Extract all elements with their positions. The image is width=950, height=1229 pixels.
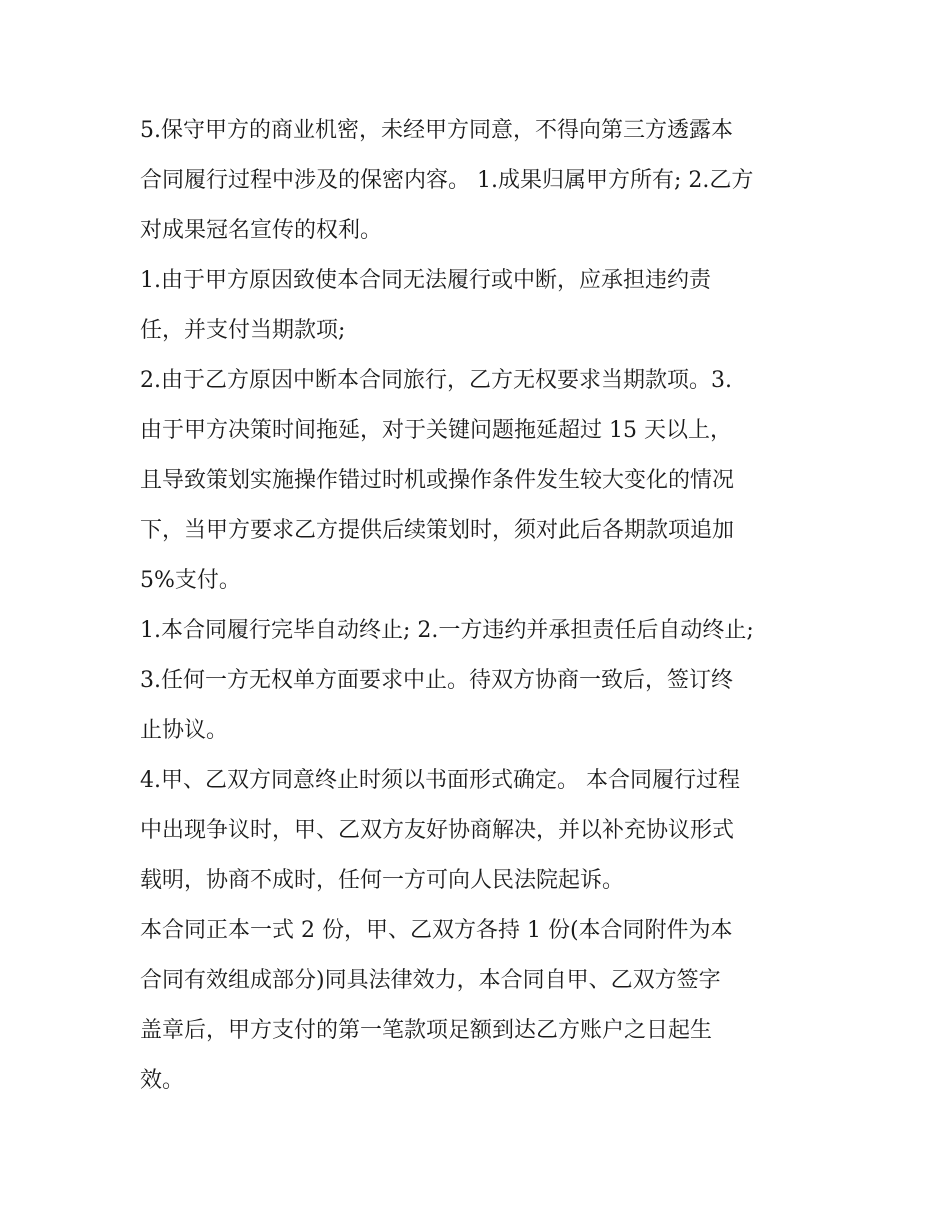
text-line: 且导致策划实施操作错过时机或操作条件发生较大变化的情况 bbox=[140, 468, 735, 493]
text-line: 2.由于乙方原因中断本合同旅行，乙方无权要求当期款项。3. bbox=[140, 368, 732, 393]
document-body bbox=[140, 106, 820, 1106]
text-line: 任，并支付当期款项; bbox=[140, 318, 346, 343]
text-line: 由于甲方决策时间拖延，对于关键问题拖延超过 15 天以上， bbox=[140, 418, 732, 443]
text-line: 5.保守甲方的商业机密，未经甲方同意，不得向第三方透露本 bbox=[140, 118, 733, 143]
text-line: 合同有效组成部分)同具法律效力，本合同自甲、乙双方签字 bbox=[140, 968, 721, 993]
paragraph-party-b-breach bbox=[140, 356, 820, 606]
text-line: 效。 bbox=[140, 1068, 185, 1093]
text-line: 5%支付。 bbox=[140, 568, 241, 593]
paragraph-termination bbox=[140, 606, 820, 756]
text-line: 1.由于甲方原因致使本合同无法履行或中断，应承担违约责 bbox=[140, 268, 711, 293]
text-line: 3.任何一方无权单方面要求中止。待双方协商一致后，签订终 bbox=[140, 668, 733, 693]
text-line: 1.本合同履行完毕自动终止; 2.一方违约并承担责任后自动终止; bbox=[140, 618, 754, 643]
paragraph-effectiveness bbox=[140, 906, 820, 1106]
paragraph-dispute bbox=[140, 756, 820, 906]
text-line: 对成果冠名宣传的权利。 bbox=[140, 218, 383, 243]
text-line: 合同履行过程中涉及的保密内容。 1.成果归属甲方所有; 2.乙方 bbox=[140, 168, 754, 193]
text-line: 中出现争议时，甲、乙双方友好协商解决，并以补充协议形式 bbox=[140, 818, 735, 843]
text-line: 载明，协商不成时，任何一方可向人民法院起诉。 bbox=[140, 868, 625, 893]
text-line: 本合同正本一式 2 份，甲、乙双方各持 1 份(本合同附件为本 bbox=[140, 918, 733, 943]
text-line: 止协议。 bbox=[140, 718, 229, 743]
text-line: 下，当甲方要求乙方提供后续策划时，须对此后各期款项追加 bbox=[140, 518, 735, 543]
paragraph-confidentiality bbox=[140, 106, 820, 256]
paragraph-party-a-breach bbox=[140, 256, 820, 356]
text-line: 盖章后，甲方支付的第一笔款项足额到达乙方账户之日起生 bbox=[140, 1018, 713, 1043]
text-line: 4.甲、乙双方同意终止时须以书面形式确定。 本合同履行过程 bbox=[140, 768, 740, 793]
